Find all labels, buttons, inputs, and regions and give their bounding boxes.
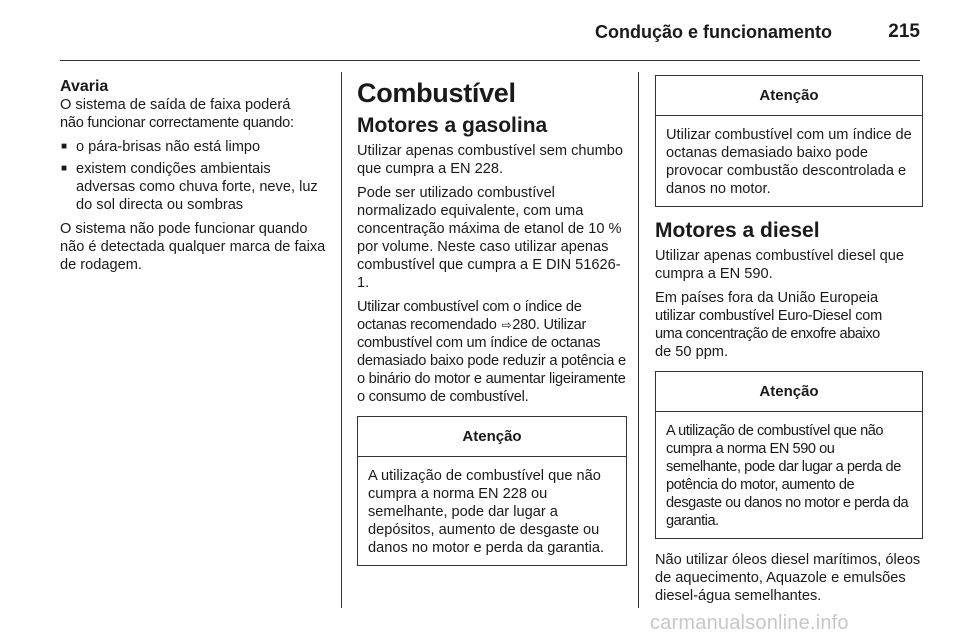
gasolina-para-3 [357,298,627,406]
avaria-intro [60,96,332,132]
warning-title: Atenção [656,76,922,116]
avaria-intro-line1: O sistema de saída de faixa poderá [60,97,291,113]
warning-text: A utilização de combustível que não cumpra a norma EN 590 ou semelhante, pode dar lugar a perda de potência do motor, aumento de desgaste ou danos no motor e perda da garantia. [666,423,909,529]
para-3-text-1: Utilizar combustível com o índice de octanas recomendado [357,299,582,333]
avaria-bullet-list [60,138,332,214]
watermark-text: carmanualsonline.info [650,612,849,634]
list-item: ■ o pára-brisas não está limpo [60,138,332,156]
warning-box-gasolina [357,416,627,566]
page-number: 215 [888,21,920,42]
avaria-intro-line2: não funcionar correctamente quando: [60,115,294,131]
column-divider-1 [341,72,342,608]
page-reference-link[interactable]: 280 [512,317,536,333]
diesel-para-2 [655,289,923,361]
warning-text: A utilização de combustível que não cumpra a norma EN 228 ou semelhante, pode dar lugar a depósitos, aumento de desgaste ou danos no motor e perda da garantia. [368,468,605,556]
header-section-title: Condução e funcionamento [594,22,832,42]
list-item: ■ existem condições ambientais adversas como chuva forte, neve, luz do sol directa ou sombras [60,160,332,214]
heading-motores-diesel: Motores a diesel [655,219,820,242]
warning-box-octanas [655,75,923,207]
heading-combustivel: Combustível [357,78,516,108]
avaria-closing: O sistema não pode funcionar quando não é detectada qualquer marca de faixa de rodagem. [60,221,326,273]
warning-text: Utilizar combustível com um índice de octanas demasiado baixo pode provocar combustão descontrolada e danos no motor. [666,127,912,197]
diesel-para-2-line4: de 50 ppm. [655,344,729,360]
warning-box-diesel [655,371,923,539]
column-combustivel [357,78,627,578]
warning-title: Atenção [656,372,922,412]
warning-title: Atenção [358,417,626,457]
column-diesel [655,78,923,611]
para-3-text-2: . Utilizar combustível com um índice de octanas demasiado baixo pode reduzir a potência e o binário do motor e aumentar ligeiramente o consumo de combustível. [357,317,626,405]
gasolina-para-2: Pode ser utilizado combustível normalizado equivalente, com uma concentração máxima de etanol de 10 % por volume. Neste caso utilizar apenas combustível que cumpra a E DIN 51626-1. [357,185,622,291]
heading-motores-gasolina: Motores a gasolina [357,114,548,137]
column-avaria [60,78,332,280]
diesel-closing: Não utilizar óleos diesel marítimos, óleos de aquecimento, Aquazole e emulsões diesel-água semelhantes. [655,552,921,604]
heading-avaria: Avaria [60,78,109,95]
column-divider-2 [638,72,639,608]
diesel-para-2-line3: uma concentração de enxofre abaixo [655,326,880,342]
page-reference-arrow-icon: ⇨ [501,318,512,332]
diesel-para-1: Utilizar apenas combustível diesel que cumpra a EN 590. [655,248,905,282]
diesel-para-2-line2: utilizar combustível Euro-Diesel com [655,308,883,324]
diesel-para-2-line1: Em países fora da União Europeia [655,290,879,306]
gasolina-para-1: Utilizar apenas combustível sem chumbo que cumpra a EN 228. [357,143,624,177]
header-divider [60,60,920,61]
